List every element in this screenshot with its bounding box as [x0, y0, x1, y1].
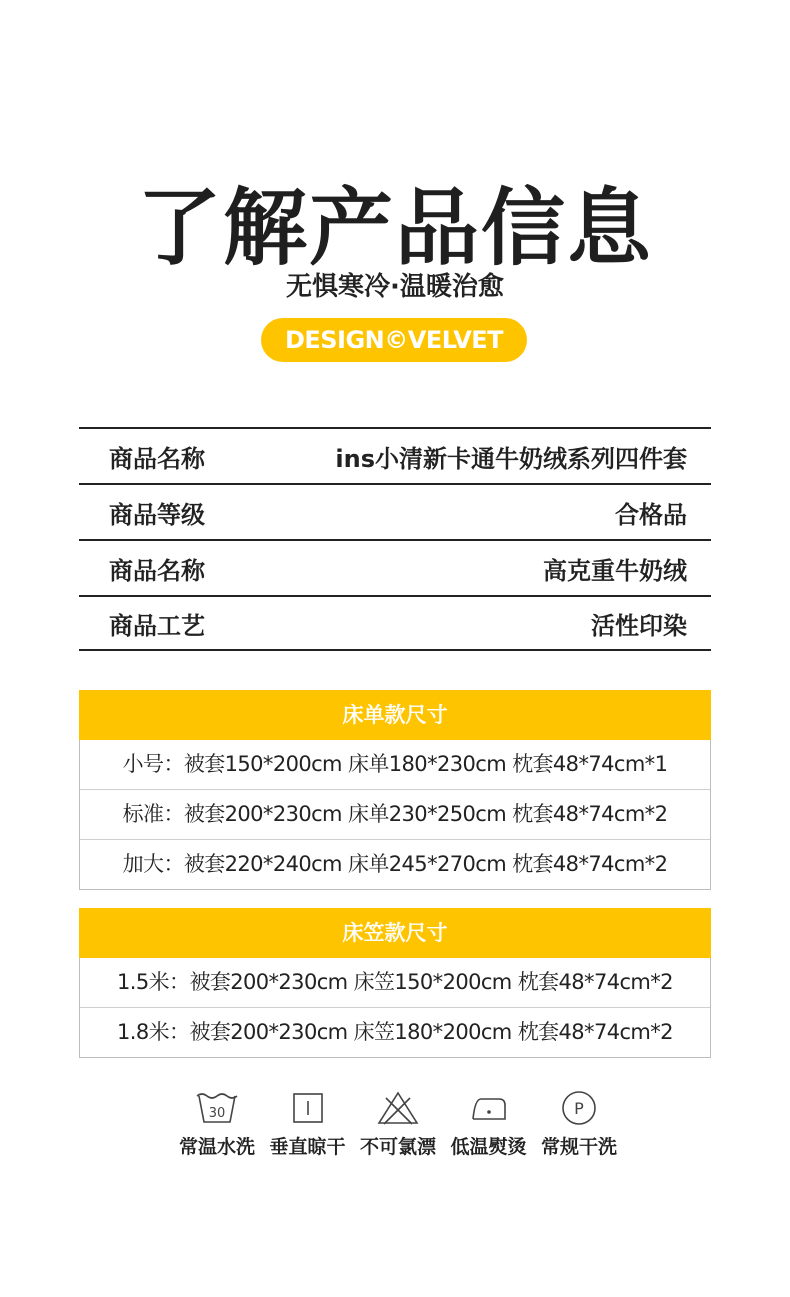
info-key: 商品名称: [109, 444, 205, 473]
care-item: [445, 1088, 533, 1159]
fitted-size-heading: 床笠款尺寸: [79, 908, 711, 958]
page-subtitle: 无惧寒冷·温暖治愈: [286, 272, 504, 302]
page-title: 了解产品信息: [136, 179, 653, 277]
product-info-table: [79, 427, 711, 651]
info-key: 商品工艺: [109, 611, 205, 640]
size-row: 标准：被套200*230cm 床单230*250cm 枕套48*74cm*2: [80, 789, 710, 839]
care-item: [264, 1088, 352, 1159]
info-row: [79, 595, 711, 651]
svg-text:30: 30: [208, 1106, 226, 1121]
care-label: 不可氯漂: [359, 1136, 436, 1158]
care-instructions: [173, 1088, 623, 1159]
care-label: 常温水洗: [178, 1136, 255, 1158]
dry-clean-p-icon: [557, 1088, 601, 1128]
info-value: 合格品: [615, 500, 687, 529]
brand-badge: DESIGN©VELVET: [261, 318, 527, 362]
info-row: [79, 427, 711, 483]
info-value: 活性印染: [591, 611, 687, 640]
size-row: 1.5米：被套200*230cm 床笠150*200cm 枕套48*74cm*2: [117, 970, 673, 994]
care-item: [173, 1088, 261, 1159]
size-row: 1.8米：被套200*230cm 床笠180*200cm 枕套48*74cm*2: [80, 1007, 710, 1057]
size-row: 小号：被套150*200cm 床单180*230cm 枕套48*74cm*1: [122, 752, 668, 776]
fitted-size-table: [79, 908, 711, 1058]
care-item: [354, 1088, 442, 1159]
care-item: [535, 1088, 623, 1159]
care-label: 低温熨烫: [450, 1136, 527, 1158]
info-value: ins小清新卡通牛奶绒系列四件套: [335, 444, 687, 473]
sheet-size-table: [79, 690, 711, 890]
info-value: 高克重牛奶绒: [543, 556, 687, 585]
info-key: 商品等级: [109, 500, 205, 529]
wash-30-icon: [195, 1088, 239, 1128]
svg-text:P: P: [574, 1099, 584, 1118]
hang-dry-icon: [286, 1088, 330, 1128]
size-row: 加大：被套220*240cm 床单245*270cm 枕套48*74cm*2: [80, 839, 710, 889]
sheet-size-heading: 床单款尺寸: [79, 690, 711, 740]
low-iron-icon: [467, 1088, 511, 1128]
info-row: [79, 483, 711, 539]
care-label: 垂直晾干: [269, 1136, 346, 1158]
no-bleach-icon: [376, 1088, 420, 1128]
info-key: 商品名称: [109, 556, 205, 585]
info-row: [79, 539, 711, 595]
care-label: 常规干洗: [540, 1136, 617, 1158]
